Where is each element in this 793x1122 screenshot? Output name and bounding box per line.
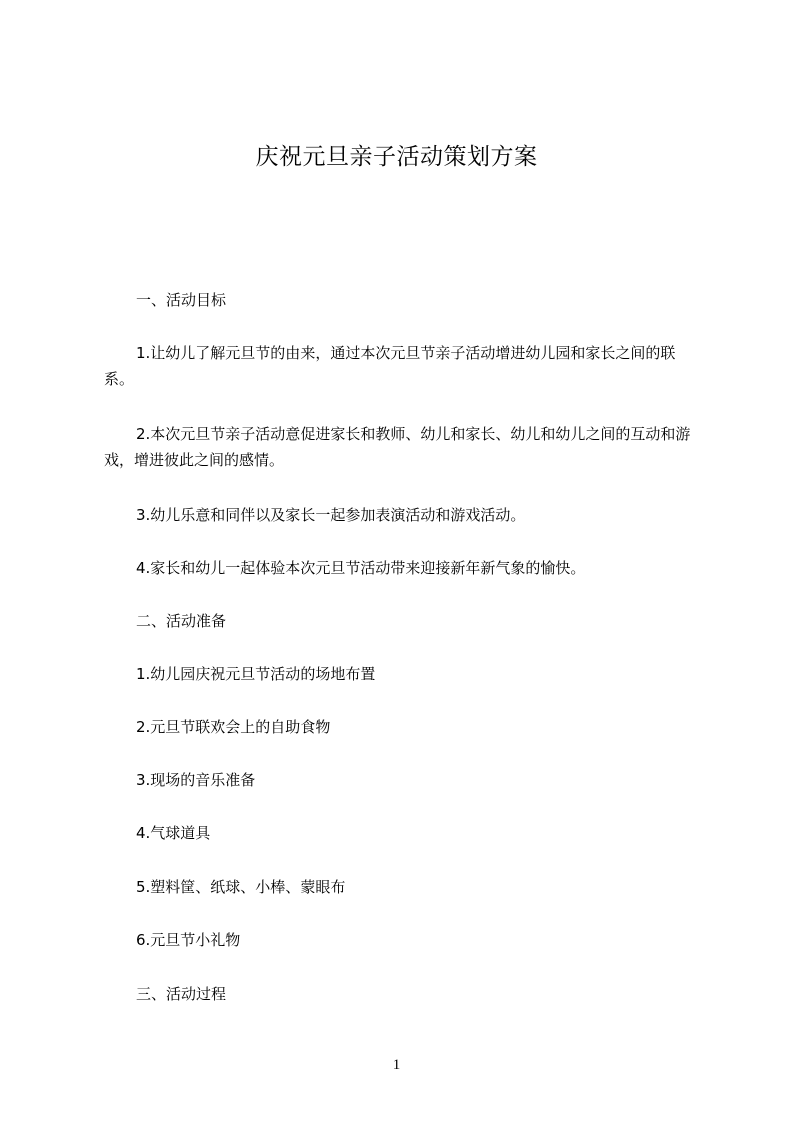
preparation-item-3: 3.现场的音乐准备 <box>136 771 256 789</box>
goal-item-1: 1.让幼儿了解元旦节的由来，通过本次元旦节亲子活动增进幼儿园和家长之间的联系。 <box>104 344 676 388</box>
preparation-item-2: 2.元旦节联欢会上的自助食物 <box>136 718 331 736</box>
section-heading-process: 三、活动过程 <box>136 985 227 1003</box>
document-title: 庆祝元旦亲子活动策划方案 <box>255 144 538 170</box>
preparation-item-5: 5.塑料筐、纸球、小棒、蒙眼布 <box>136 878 346 896</box>
goal-item-2: 2.本次元旦节亲子活动意促进家长和教师、幼儿和家长、幼儿和幼儿之间的互动和游戏，增进彼此之间的感情。 <box>104 425 691 469</box>
section-heading-preparation: 二、活动准备 <box>136 612 227 630</box>
section-heading-goals: 一、活动目标 <box>136 291 227 309</box>
page-number: 1 <box>392 1057 401 1073</box>
goal-item-4: 4.家长和幼儿一起体验本次元旦节活动带来迎接新年新气象的愉快。 <box>136 559 586 577</box>
preparation-item-1: 1.幼儿园庆祝元旦节活动的场地布置 <box>136 665 376 683</box>
preparation-item-4: 4.气球道具 <box>136 824 211 842</box>
goal-item-3: 3.幼儿乐意和同伴以及家长一起参加表演活动和游戏活动。 <box>136 506 526 524</box>
preparation-item-6: 6.元旦节小礼物 <box>136 931 241 949</box>
